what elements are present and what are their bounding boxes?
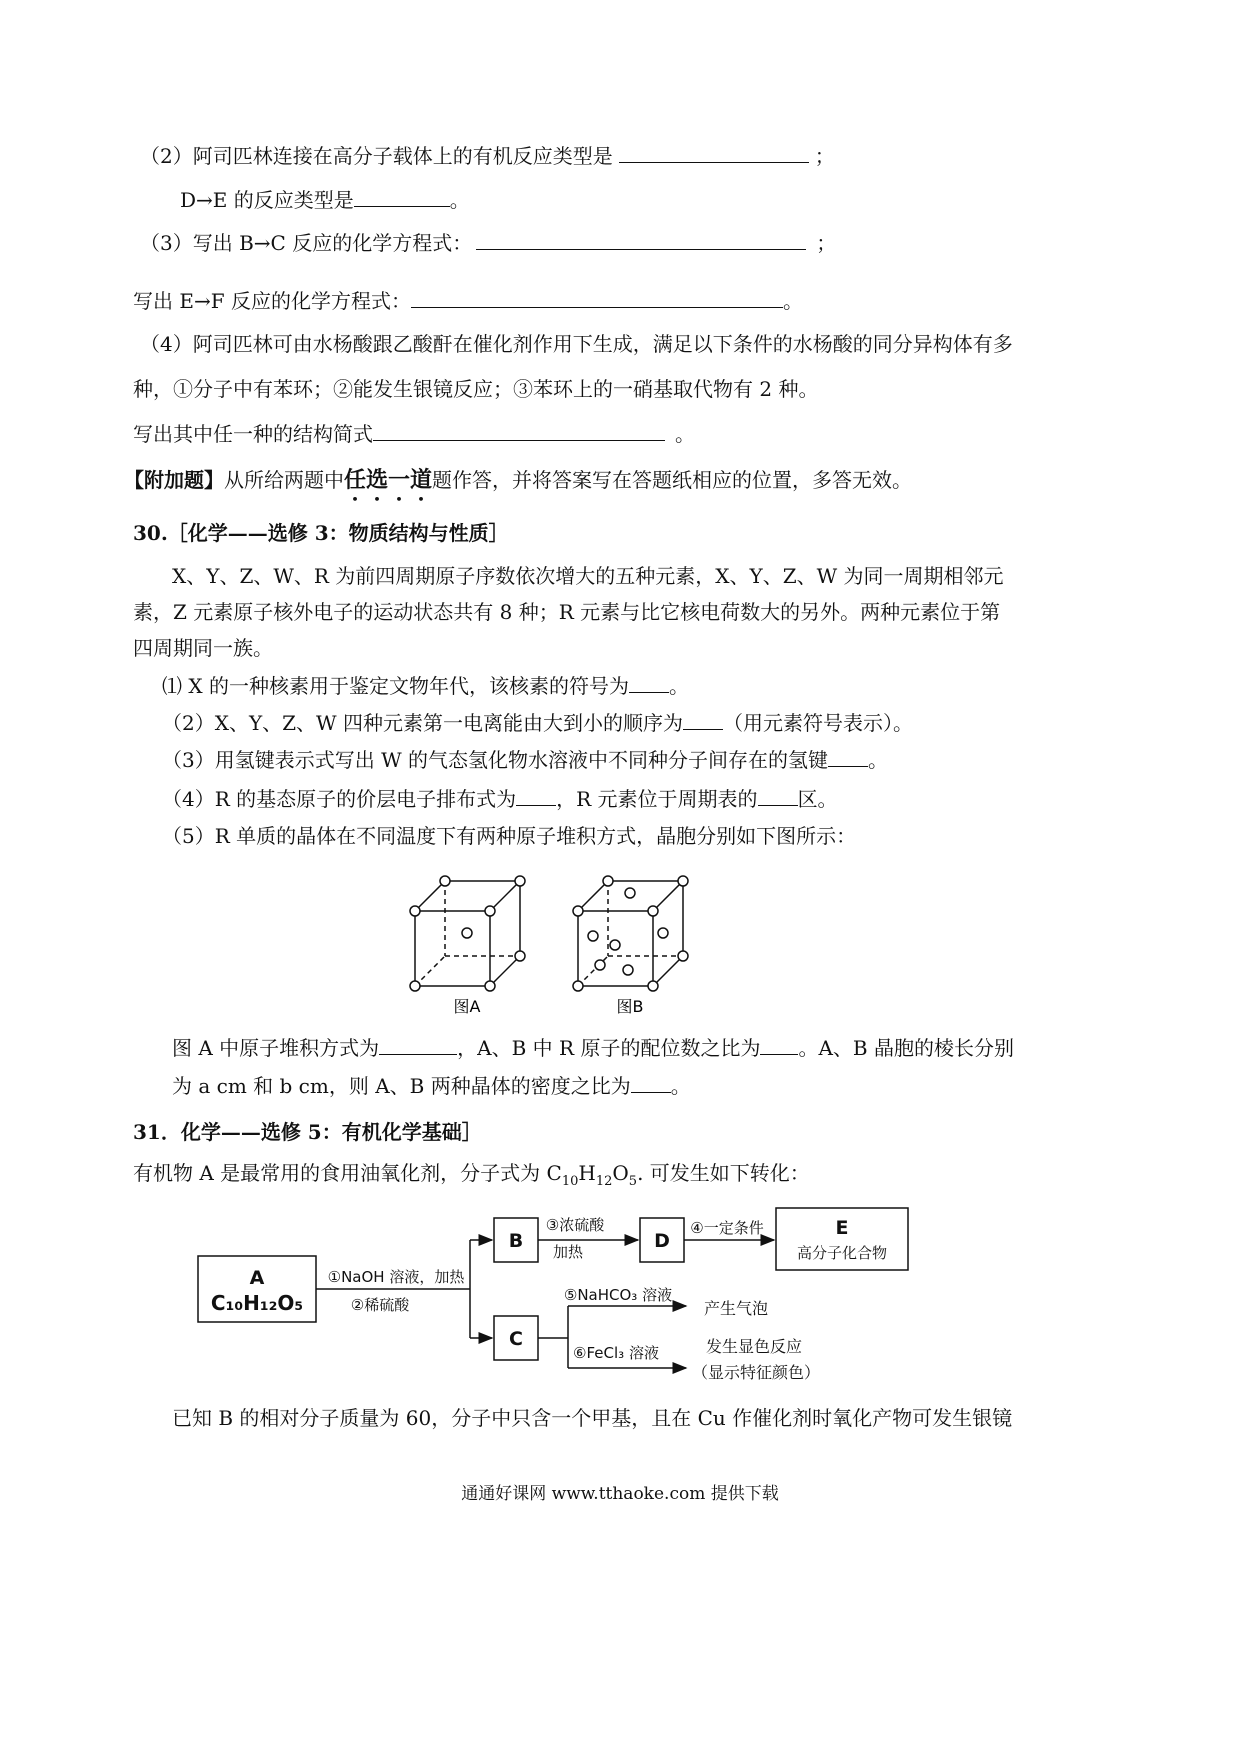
q30-intro-3: 四周期同一族。 — [133, 636, 273, 660]
q31-intro: 有机物 A 是最常用的食用油氧化剂，分子式为 $C_{10}H_{12}O_5$. 可发生如下转化： — [133, 1161, 810, 1189]
answer-blank[interactable] — [411, 287, 783, 308]
box-e-desc: 高分子化合物 — [796, 1244, 888, 1262]
reaction-scheme — [190, 1200, 930, 1400]
box-e-label: E — [835, 1217, 849, 1239]
step3-label: ③浓硫酸 — [545, 1216, 605, 1234]
box-a-formula: C₁₀H₁₂O₅ — [210, 1291, 304, 1315]
answer-blank[interactable] — [758, 785, 798, 806]
step5-label: ⑤NaHCO₃ 溶液 — [563, 1286, 673, 1304]
q30-part1: ⑴ X 的一种核素用于鉴定文物年代，该核素的符号为 。 — [162, 674, 689, 698]
result5-label: 产生气泡 — [703, 1299, 769, 1318]
q3-line1: （3）写出 B→C 反应的化学方程式： ； — [140, 231, 837, 255]
q31-last-line: 已知 B 的相对分子质量为 60，分子中只含一个甲基，且在 Cu 作催化剂时氧化产物可发生银镜 — [172, 1406, 1013, 1430]
q30-intro-2: 素，Z 元素原子核外电子的运动状态共有 8 种；R 元素与比它核电荷数大的另外。两种元素位于第 — [133, 600, 1001, 624]
answer-blank[interactable] — [476, 229, 806, 250]
extra-label: 【附加题】 — [124, 468, 224, 492]
answer-blank[interactable] — [379, 1034, 457, 1055]
page-footer: 通通好课网 www.tthaoke.com 提供下载 — [461, 1484, 779, 1504]
box-a-label: A — [249, 1267, 265, 1289]
q30-after-1: 图 A 中原子堆积方式为 ，A、B 中 R 原子的配位数之比为 。A、B 晶胞的棱长分别 — [172, 1036, 1014, 1060]
answer-blank[interactable] — [619, 142, 809, 163]
answer-blank[interactable] — [373, 420, 665, 441]
figure-b-label: 图B — [616, 997, 644, 1016]
answer-blank[interactable] — [683, 709, 723, 730]
step4-label: ④一定条件 — [690, 1219, 764, 1237]
q30-heading: 30.［化学——选修 3：物质结构与性质］ — [133, 521, 509, 545]
step2-label: ②稀硫酸 — [350, 1296, 410, 1314]
q30-after-2: 为 a cm 和 b cm，则 A、B 两种晶体的密度之比为 。 — [172, 1074, 691, 1098]
q4-line3: 写出其中任一种的结构简式 。 — [133, 422, 695, 446]
answer-blank[interactable] — [516, 785, 556, 806]
q30-part4: （4）R 的基态原子的价层电子排布式为 ，R 元素位于周期表的 区。 — [162, 787, 838, 811]
result6-note: （显示特征颜色） — [691, 1363, 821, 1382]
answer-blank[interactable] — [760, 1034, 798, 1055]
figure-a-label: 图A — [453, 997, 481, 1016]
q30-part3: （3）用氢键表示式写出 W 的气态氢化物水溶液中不同种分子间存在的氢键 。 — [162, 748, 888, 772]
step6-label: ⑥FeCl₃ 溶液 — [573, 1344, 659, 1362]
emphasis-text: 任选一道 — [344, 468, 433, 493]
q3-line2: 写出 E→F 反应的化学方程式： 。 — [133, 289, 803, 313]
answer-blank[interactable] — [631, 1072, 671, 1093]
box-d-label: D — [654, 1230, 670, 1252]
q30-part5: （5）R 单质的晶体在不同温度下有两种原子堆积方式，晶胞分别如下图所示： — [162, 824, 857, 848]
q4-line2: 种，①分子中有苯环；②能发生银镜反应；③苯环上的一硝基取代物有 2 种。 — [133, 377, 819, 401]
result6-label: 发生显色反应 — [705, 1337, 803, 1356]
step1-label: ①NaOH 溶液，加热 — [327, 1268, 465, 1286]
answer-blank[interactable] — [828, 746, 868, 767]
q30-part2: （2）X、Y、Z、W 四种元素第一电离能由大到小的顺序为 （用元素符号表示）。 — [162, 711, 913, 735]
box-b-label: B — [508, 1230, 524, 1252]
extra-instruction: 【附加题】从所给两题中任选一道题作答，并将答案写在答题纸相应的位置，多答无效。 — [124, 468, 913, 493]
q2-line1: （2）阿司匹林连接在高分子载体上的有机反应类型是 ； — [140, 144, 835, 168]
crystal-cell-figure — [395, 860, 715, 1030]
q4-line1: （4）阿司匹林可由水杨酸跟乙酸酐在催化剂作用下生成，满足以下条件的水杨酸的同分异构体有多 — [140, 332, 1013, 356]
answer-blank[interactable] — [629, 672, 669, 693]
box-c-label: C — [509, 1328, 523, 1350]
q30-intro-1: X、Y、Z、W、R 为前四周期原子序数依次增大的五种元素，X、Y、Z、W 为同一周期相邻元 — [172, 564, 1004, 588]
answer-blank[interactable] — [354, 186, 450, 207]
q31-heading: 31．化学——选修 5：有机化学基础］ — [133, 1120, 482, 1144]
step3-condition: 加热 — [552, 1243, 584, 1261]
q2-line2: D→E 的反应类型是 。 — [180, 188, 470, 212]
